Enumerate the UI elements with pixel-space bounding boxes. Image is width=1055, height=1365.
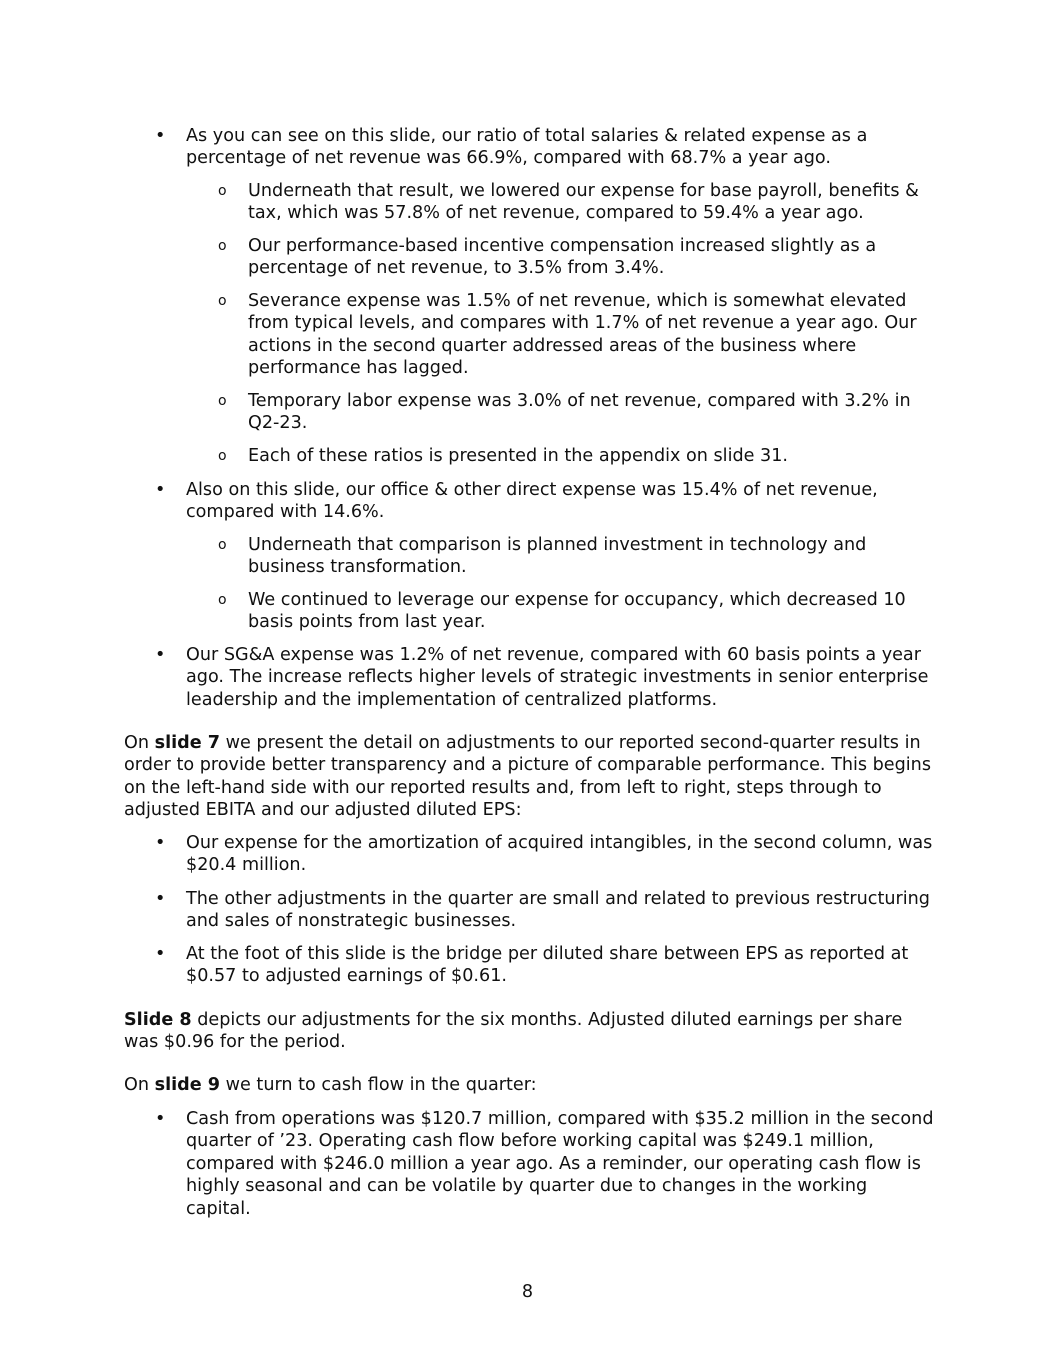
paragraph-slide-8 (124, 1009, 936, 1054)
bullet-text: As you can see on this slide, our ratio of total salaries & related expense as a percentage of net revenue was 66.9%, compared with 68.7% a year ago. (186, 126, 868, 169)
paragraph-slide-9 (124, 1074, 936, 1096)
sub-bullet-marker: o (218, 393, 227, 409)
sub-bullet-text: Underneath that comparison is planned investment in technology and business transformation. (248, 535, 867, 578)
sub-bullet-text: We continued to leverage our expense for occupancy, which decreased 10 basis points from last year. (248, 590, 906, 633)
bullet-text: Also on this slide, our office & other direct expense was 15.4% of net revenue, compared with 14.6%. (186, 480, 878, 523)
sub-bullet-text: Underneath that result, we lowered our expense for base payroll, benefits & tax, which was 57.8% of net revenue, compared to 59.4% a year ago. (248, 181, 919, 224)
sub-bullet-text: Temporary labor expense was 3.0% of net revenue, compared with 3.2% in Q2-23. (248, 391, 911, 434)
bullet-text: Our SG&A expense was 1.2% of net revenue, compared with 60 basis points a year ago. The increase reflects higher levels of strategic investments in senior enterprise leadership and the implementation of centralized platforms. (186, 645, 929, 710)
bullet-marker: • (155, 944, 166, 964)
sub-bullet-text: Our performance-based incentive compensation increased slightly as a percentage of net revenue, to 3.5% from 3.4%. (248, 236, 877, 279)
slide-reference: slide 9 (154, 1075, 221, 1095)
paragraph-body: depicts our adjustments for the six months. Adjusted diluted earnings per share was $0.96 for the period. (124, 1010, 903, 1053)
bullet-text: Our expense for the amortization of acquired intangibles, in the second column, was $20.4 million. (186, 833, 933, 876)
bullet-marker: • (155, 833, 166, 853)
bullet-text: The other adjustments in the quarter are small and related to previous restructuring and sales of nonstrategic businesses. (186, 889, 930, 932)
sub-bullet-text: Severance expense was 1.5% of net revenue, which is somewhat elevated from typical levels, and compares with 1.7% of net revenue a year ago. Our actions in the second quarter addressed areas of the business where performance has lagged. (248, 291, 917, 379)
slide-reference: slide 7 (154, 733, 221, 753)
page-number: 8 (521, 1282, 534, 1302)
sub-bullet-text: Each of these ratios is presented in the appendix on slide 31. (248, 446, 789, 466)
sub-bullet-marker: o (218, 537, 227, 553)
bullet-marker: • (155, 1109, 166, 1129)
bullet-text: Cash from operations was $120.7 million, compared with $35.2 million in the second quarter of ’23. Operating cash flow before working capital was $249.1 million, compared with $246.0 million a year ago. As a reminder, our operating cash flow is highly seasonal and can be volatile by quarter due to changes in the working capital. (186, 1109, 934, 1219)
sub-bullet-marker: o (218, 238, 227, 254)
slide-reference: Slide 8 (124, 1010, 192, 1030)
bullet-marker: • (155, 645, 166, 665)
bullet-text: At the foot of this slide is the bridge per diluted share between EPS as reported at $0.57 to adjusted earnings of $0.61. (186, 944, 909, 987)
bullet-marker: • (155, 126, 166, 146)
sub-bullet-marker: o (218, 183, 227, 199)
sub-bullet-marker: o (218, 448, 227, 464)
bullet-marker: • (155, 889, 166, 909)
paragraph-body: we turn to cash flow in the quarter: (220, 1075, 537, 1095)
paragraph-slide-7 (124, 732, 936, 822)
sub-bullet-marker: o (218, 592, 227, 608)
bullet-marker: • (155, 480, 166, 500)
sub-bullet-marker: o (218, 293, 227, 309)
paragraph-prefix: On (124, 1075, 155, 1095)
paragraph-prefix: On (124, 733, 155, 753)
paragraph-body: we present the detail on adjustments to our reported second-quarter results in order to provide better transparency and a picture of comparable performance. This begins on the left-hand side with our reported results and, from left to right, steps through to adjusted EBITA and our adjusted diluted EPS: (124, 733, 931, 821)
